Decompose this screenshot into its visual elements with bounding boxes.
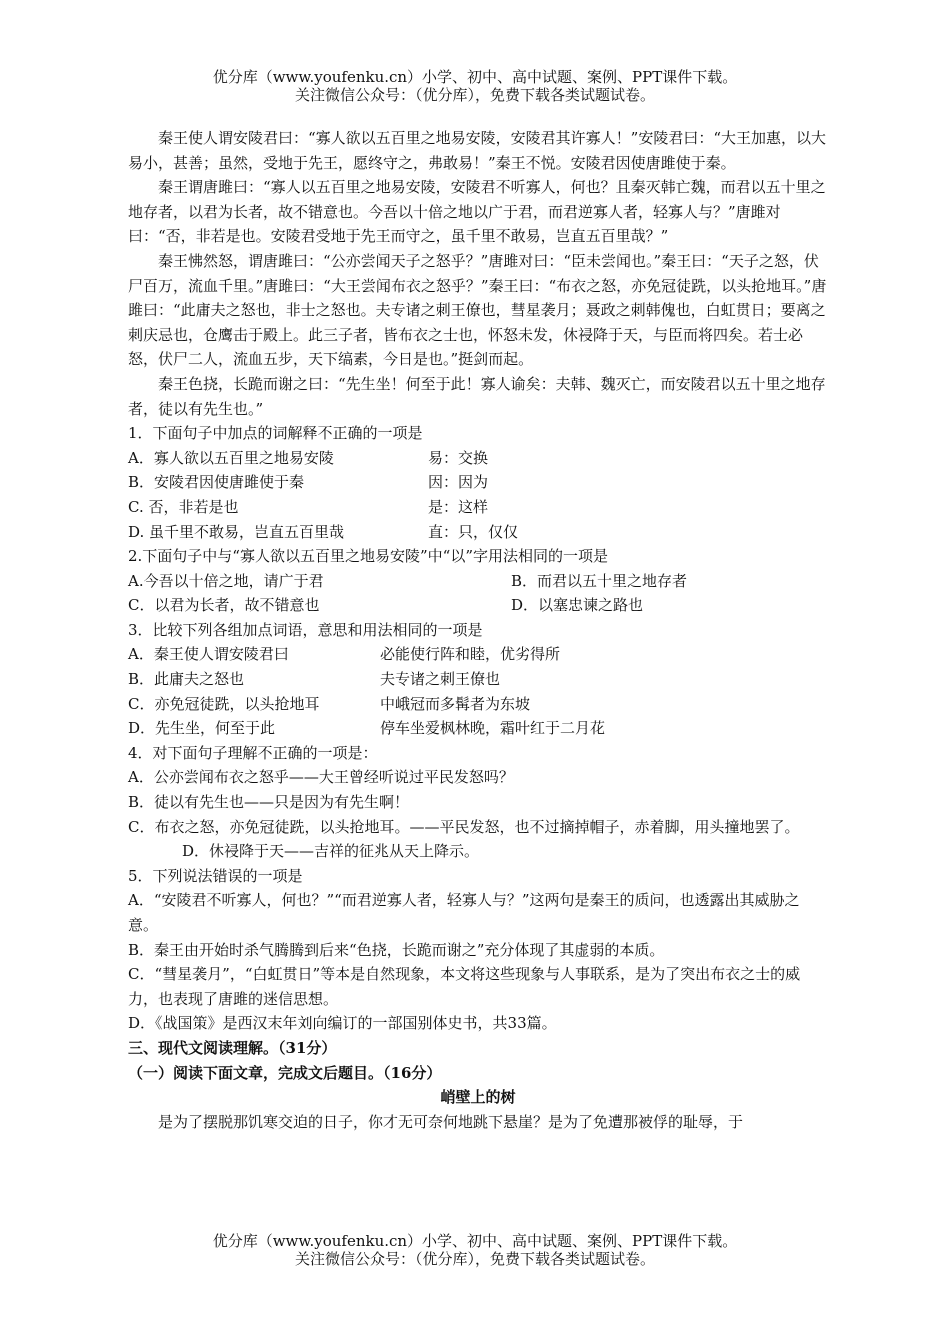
footer-line-1: 优分库（www.youfenku.cn）小学、初中、高中试题、案例、PPT课件下载。 bbox=[212, 1232, 738, 1250]
passage-paragraph-2: 秦王谓唐雎曰：“寡人以五百里之地易安陵，安陵君不听寡人，何也？且秦灭韩亡魏，而君以五十里之地存者，以君为长者，故不错意也。今吾以十倍之地以广于君，而君逆寡人者，轻寡人与？”唐雎对曰：“否，非若是也。安陵君受地于先王而守之，虽千里不敢易，岂直五百里哉？” bbox=[128, 178, 826, 246]
question-4-option-c: C．布衣之怒，亦免冠徒跣，以头抢地耳。——平民发怒，也不过摘掉帽子，赤着脚，用头撞地罢了。 bbox=[128, 817, 800, 836]
option-sentence: C. 否，非若是也 bbox=[128, 497, 239, 516]
passage-paragraph-1: 秦王使人谓安陵君曰：“寡人欲以五百里之地易安陵，安陵君其许寡人！”安陵君曰：“大王加惠，以大易小，甚善；虽然，受地于先王，愿终守之，弗敢易！”秦王不悦。安陵君因使唐雎使于秦。 bbox=[128, 129, 827, 172]
question-3-option-d bbox=[128, 716, 828, 741]
question-5-option-b: B．秦王由开始时杀气腾腾到后来“色挠，长跪而谢之”充分体现了其虚弱的本质。 bbox=[128, 940, 665, 959]
question-1-option-b bbox=[128, 470, 828, 495]
option-sentence: A．寡人欲以五百里之地易安陵 bbox=[128, 448, 334, 467]
option-sentence: D. 虽千里不敢易，岂直五百里哉 bbox=[128, 522, 345, 541]
option-right: 中峨冠而多髯者为东坡 bbox=[380, 694, 531, 713]
section-3-heading: 三、现代文阅读理解。（31分） bbox=[128, 1038, 337, 1057]
article-first-line: 是为了摆脱那饥寒交迫的日子，你才无可奈何地跳下悬崖？是为了免遭那被俘的耻辱，于 bbox=[158, 1112, 744, 1131]
option-gloss: 因：因为 bbox=[428, 473, 489, 492]
option-d: D．以塞忠谏之路也 bbox=[511, 596, 644, 615]
question-1-option-d bbox=[128, 520, 828, 545]
option-gloss: 直：只，仅仅 bbox=[428, 522, 519, 541]
option-c: C．以君为长者，故不错意也 bbox=[128, 596, 320, 615]
option-gloss: 易：交换 bbox=[428, 448, 489, 467]
question-1-option-a bbox=[128, 446, 828, 471]
question-5-stem: 5．下列说法错误的一项是 bbox=[128, 866, 303, 885]
question-2-options-ab bbox=[128, 569, 828, 594]
option-left: C．亦免冠徒跣，以头抢地耳 bbox=[128, 694, 320, 713]
option-left: B．此庸夫之怒也 bbox=[128, 670, 245, 689]
question-1-stem: 1．下面句子中加点的词解释不正确的一项是 bbox=[128, 424, 423, 443]
option-left: D．先生坐，何至于此 bbox=[128, 719, 276, 738]
question-4-option-d: D．休祲降于天——吉祥的征兆从天上降示。 bbox=[182, 842, 480, 861]
option-right: 必能使行阵和睦，优劣得所 bbox=[380, 645, 561, 664]
question-4-option-cd bbox=[128, 815, 828, 864]
question-1-option-c bbox=[128, 495, 828, 520]
question-5-option-a: A．“安陵君不听寡人，何也？”“而君逆寡人者，轻寡人与？”这两句是秦王的质问，也透露出其威胁之意。 bbox=[128, 891, 800, 934]
question-5-option-d: D．《战国策》是西汉末年刘向编订的一部国别体史书，共33篇。 bbox=[128, 1014, 557, 1033]
option-left: A．秦王使人谓安陵君曰 bbox=[128, 645, 289, 664]
document-body bbox=[128, 126, 828, 1134]
question-3-option-c bbox=[128, 692, 828, 717]
question-4-option-b: B．徒以有先生也——只是因为有先生啊！ bbox=[128, 793, 410, 812]
option-b: B．而君以五十里之地存者 bbox=[511, 571, 688, 590]
passage-paragraph-4: 秦王色挠，长跪而谢之曰：“先生坐！何至于此！寡人谕矣：夫韩、魏灭亡，而安陵君以五十里之地存者，徒以有先生也。” bbox=[128, 374, 826, 418]
option-right: 夫专诸之刺王僚也 bbox=[380, 670, 501, 689]
header-line-1: 优分库（www.youfenku.cn）小学、初中、高中试题、案例、PPT课件下载。 bbox=[212, 68, 738, 86]
option-gloss: 是：这样 bbox=[428, 497, 489, 516]
page-header bbox=[0, 68, 950, 104]
question-2-stem: 2.下面句子中与“寡人欲以五百里之地易安陵”中“以”字用法相同的一项是 bbox=[128, 547, 608, 566]
question-3-option-b bbox=[128, 667, 828, 692]
question-4-option-a: A．公亦尝闻布衣之怒乎——大王曾经听说过平民发怒吗？ bbox=[128, 768, 514, 787]
option-right: 停车坐爱枫林晚，霜叶红于二月花 bbox=[380, 719, 606, 738]
question-3-stem: 3．比较下列各组加点词语，意思和用法相同的一项是 bbox=[128, 620, 483, 639]
option-a: A.今吾以十倍之地，请广于君 bbox=[128, 571, 324, 590]
header-line-2: 关注微信公众号：（优分库），免费下载各类试题试卷。 bbox=[294, 86, 655, 104]
passage-paragraph-3: 秦王怫然怒，谓唐雎曰：“公亦尝闻天子之怒乎？”唐雎对曰：“臣未尝闻也。”秦王曰：“天子之怒，伏尸百万，流血千里。”唐雎曰：“大王尝闻布衣之怒乎？”秦王曰：“布衣之怒，亦免冠徒跣，以头抢地耳。”唐雎曰：“此庸夫之怒也，非士之怒也。夫专诸之刺王僚也，彗星袭月；聂政之刺韩傀也，白虹贯日；要离之刺庆忌也，仓鹰击于殿上。此三子者，皆布衣之士也，怀怒未发，休祲降于天，与臣而将四矣。若士必怒，伏尸二人，流血五步，天下缟素，今日是也。”挺剑而起。 bbox=[128, 251, 827, 369]
article-title: 峭壁上的树 bbox=[440, 1088, 516, 1107]
question-2-options-cd bbox=[128, 593, 828, 618]
footer-line-2: 关注微信公众号：（优分库），免费下载各类试题试卷。 bbox=[294, 1250, 655, 1268]
page-footer bbox=[0, 1232, 950, 1268]
question-3-option-a bbox=[128, 642, 828, 667]
section-3-subheading: （一）阅读下面文章，完成文后题目。（16分） bbox=[128, 1063, 442, 1082]
question-4-stem: 4．对下面句子理解不正确的一项是： bbox=[128, 743, 378, 762]
question-5-option-c: C．“彗星袭月”，“白虹贯日”等本是自然现象，本文将这些现象与人事联系，是为了突出布衣之士的威力，也表现了唐雎的迷信思想。 bbox=[128, 965, 801, 1008]
option-sentence: B．安陵君因使唐雎使于秦 bbox=[128, 473, 305, 492]
